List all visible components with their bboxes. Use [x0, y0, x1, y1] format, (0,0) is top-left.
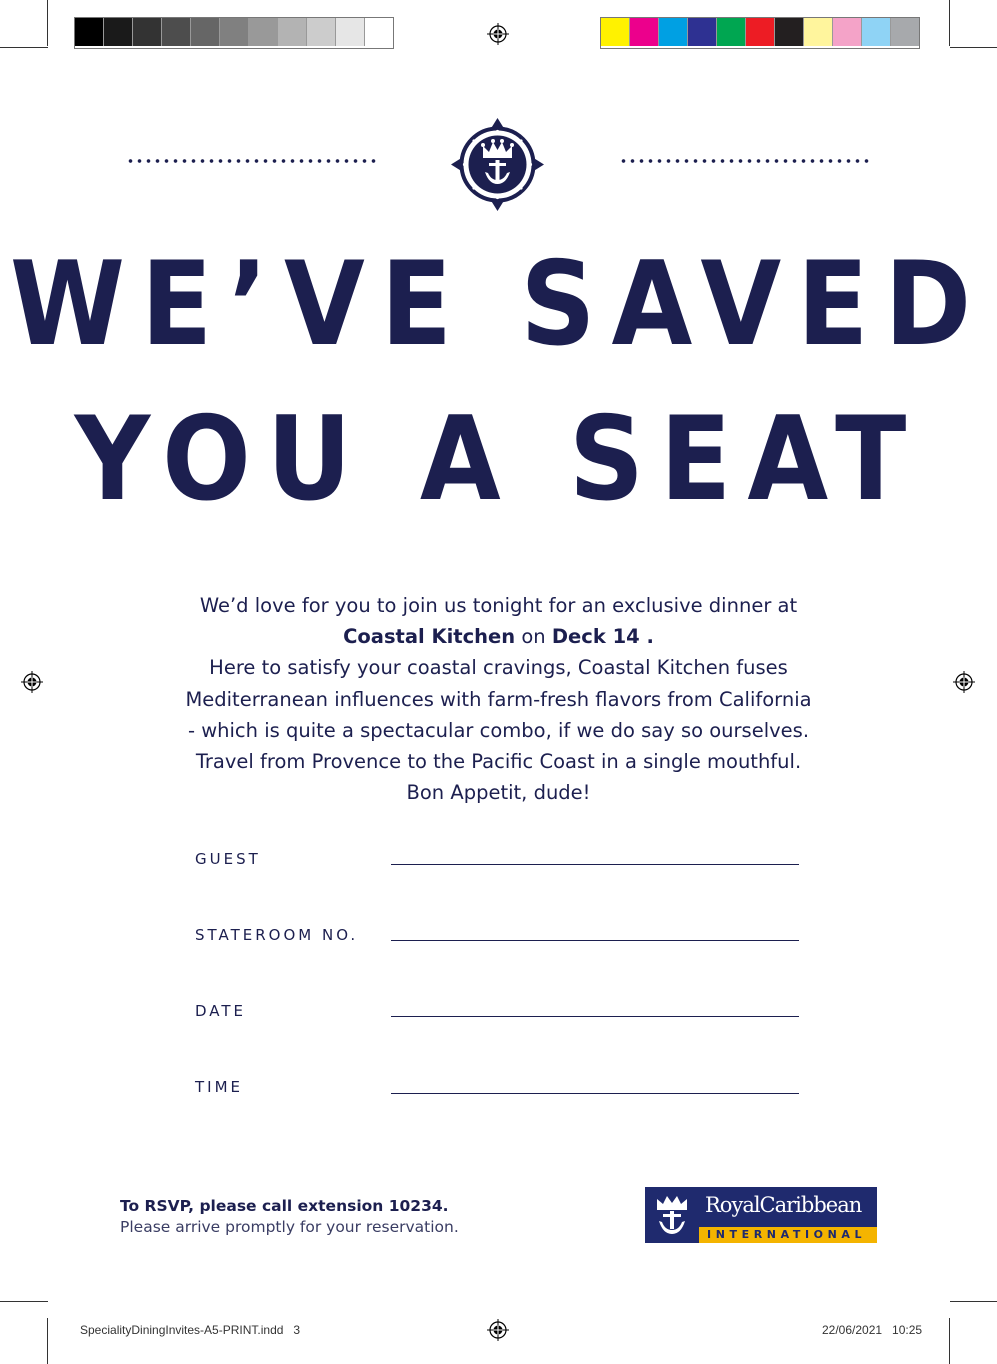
registration-mark-icon [487, 1319, 509, 1341]
stateroom-label: STATEROOM NO. [195, 926, 359, 944]
logo-wordmark: RoyalCaribbean [705, 1193, 862, 1217]
grayscale-swatch [336, 18, 365, 46]
crop-mark [0, 1301, 48, 1302]
deck-number: Deck 14 . [551, 625, 654, 649]
crown-anchor-logo-icon [651, 1194, 693, 1236]
grayscale-swatch [191, 18, 220, 46]
slug-filename: SpecialityDiningInvites-A5-PRINT.indd 3 [80, 1323, 301, 1337]
grayscale-swatch [278, 18, 307, 46]
registration-mark-icon [21, 671, 43, 693]
process-color-bar [600, 17, 920, 49]
crop-mark [950, 47, 997, 48]
guest-write-line[interactable] [391, 864, 799, 865]
grayscale-color-bar [74, 17, 394, 49]
rsvp-extension: To RSVP, please call extension 10234. [120, 1197, 449, 1215]
guest-label: GUEST [195, 850, 261, 868]
crop-mark [950, 1301, 997, 1302]
registration-mark-icon [953, 671, 975, 693]
invitation-body [180, 590, 817, 808]
process-color-swatch [659, 18, 688, 46]
grayscale-swatch [307, 18, 336, 46]
restaurant-name: Coastal Kitchen [343, 625, 516, 649]
stateroom-write-line[interactable] [391, 940, 799, 941]
process-color-swatch [688, 18, 717, 46]
date-label: DATE [195, 1002, 247, 1020]
grayscale-swatch [75, 18, 104, 46]
process-color-swatch [891, 18, 919, 46]
date-write-line[interactable] [391, 1016, 799, 1017]
process-color-swatch [717, 18, 746, 46]
venue-connector: on [515, 625, 552, 649]
crop-mark [0, 47, 48, 48]
time-write-line[interactable] [391, 1093, 799, 1094]
registration-mark-icon [487, 23, 509, 45]
royal-caribbean-logo [645, 1187, 877, 1243]
slug-datetime: 22/06/2021 10:25 [822, 1323, 923, 1337]
process-color-swatch [775, 18, 804, 46]
process-color-swatch [862, 18, 891, 46]
rsvp-note [120, 1196, 459, 1238]
process-color-swatch [804, 18, 833, 46]
venue-line [180, 621, 817, 652]
grayscale-swatch [162, 18, 191, 46]
process-color-swatch [630, 18, 659, 46]
crown-anchor-emblem-icon [449, 118, 546, 211]
grayscale-swatch [365, 18, 393, 46]
restaurant-description: Here to satisfy your coastal cravings, Coastal Kitchen fuses Mediterranean influences with farm-fresh flavors from California - which is quite a spectacular combo, if we do say so ourselves. Travel from Provence to the Pacific Coast in a single mouthful. Bon Appetit, dude! [185, 656, 812, 805]
grayscale-swatch [220, 18, 249, 46]
crop-mark [949, 1318, 950, 1364]
arrival-note: Please arrive promptly for your reservation. [120, 1218, 459, 1236]
logo-tagline: INTERNATIONAL [707, 1228, 867, 1241]
crop-mark [47, 0, 48, 46]
grayscale-swatch [133, 18, 162, 46]
crop-mark [47, 1318, 48, 1364]
crop-mark [949, 0, 950, 46]
dotted-divider-right [619, 158, 871, 164]
process-color-swatch [746, 18, 775, 46]
invitation-line-1: We’d love for you to join us tonight for an exclusive dinner at [199, 594, 798, 617]
dotted-divider-left [126, 158, 378, 164]
grayscale-swatch [104, 18, 133, 46]
headline-line-1: WE’VE SAVED [9, 237, 988, 372]
process-color-swatch [833, 18, 862, 46]
process-color-swatch [601, 18, 630, 46]
grayscale-swatch [249, 18, 278, 46]
time-label: TIME [195, 1078, 244, 1096]
headline-line-2: YOU A SEAT [74, 392, 923, 527]
